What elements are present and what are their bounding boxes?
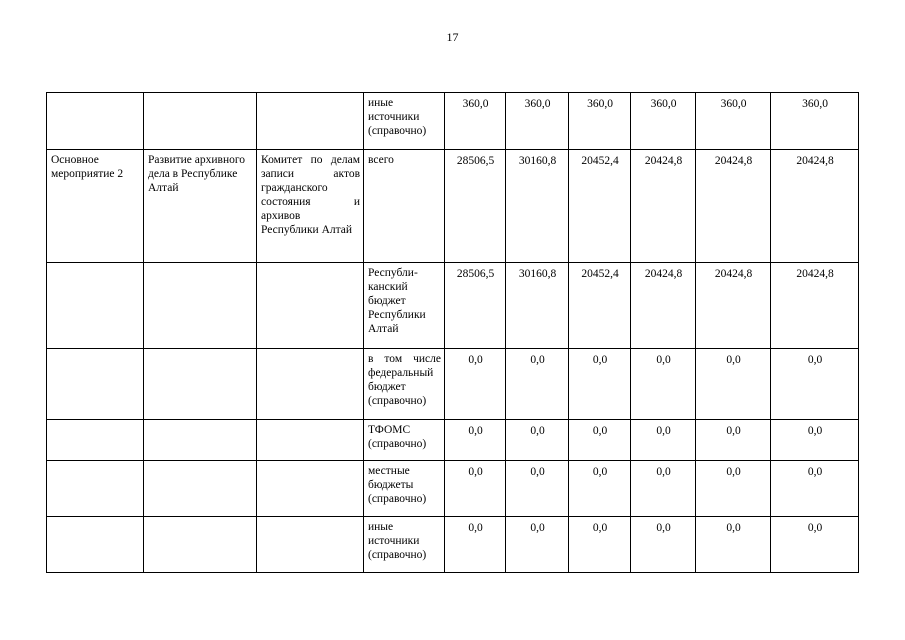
value-cell: 0,0	[569, 420, 631, 461]
event-name-cell	[144, 263, 257, 349]
value-cell: 360,0	[569, 93, 631, 150]
executor-cell	[257, 517, 364, 573]
value-cell: 0,0	[696, 517, 771, 573]
event-cell	[47, 517, 144, 573]
value-cell: 0,0	[771, 420, 859, 461]
event-cell	[47, 349, 144, 420]
value-cell: 20424,8	[771, 263, 859, 349]
value-cell: 28506,5	[445, 263, 506, 349]
value-cell: 30160,8	[506, 150, 569, 263]
page-number: 17	[446, 30, 459, 44]
value-cell: 0,0	[631, 461, 696, 517]
value-cell: 0,0	[506, 461, 569, 517]
value-cell: 360,0	[696, 93, 771, 150]
event-cell	[47, 263, 144, 349]
executor-cell: Комитет по делам записи актов гражданского состояния и архивов Республики Алтай	[257, 150, 364, 263]
funding-source-cell: Республи-канский бюджет Республики Алтай	[364, 263, 445, 349]
table-row	[47, 420, 859, 461]
value-cell: 20424,8	[631, 150, 696, 263]
value-cell: 0,0	[696, 349, 771, 420]
value-cell: 0,0	[631, 517, 696, 573]
value-cell: 20424,8	[696, 263, 771, 349]
event-name-cell	[144, 93, 257, 150]
event-name-cell: Развитие архивного дела в Республике Алтай	[144, 150, 257, 263]
value-cell: 20452,4	[569, 263, 631, 349]
table-row	[47, 349, 859, 420]
event-cell	[47, 461, 144, 517]
value-cell: 360,0	[506, 93, 569, 150]
value-cell: 360,0	[445, 93, 506, 150]
event-name-cell	[144, 420, 257, 461]
table-row	[47, 461, 859, 517]
value-cell: 0,0	[445, 517, 506, 573]
value-cell: 0,0	[696, 461, 771, 517]
value-cell: 0,0	[771, 349, 859, 420]
value-cell: 360,0	[771, 93, 859, 150]
value-cell: 20424,8	[771, 150, 859, 263]
table-row	[47, 93, 859, 150]
value-cell: 0,0	[631, 420, 696, 461]
value-cell: 0,0	[771, 461, 859, 517]
value-cell: 0,0	[506, 349, 569, 420]
value-cell: 0,0	[569, 517, 631, 573]
executor-cell	[257, 263, 364, 349]
table-row	[47, 150, 859, 263]
executor-cell	[257, 349, 364, 420]
event-cell	[47, 420, 144, 461]
value-cell: 0,0	[696, 420, 771, 461]
event-name-cell	[144, 517, 257, 573]
value-cell: 20424,8	[696, 150, 771, 263]
executor-cell	[257, 93, 364, 150]
event-name-cell	[144, 349, 257, 420]
table-row	[47, 517, 859, 573]
funding-source-cell: местные бюджеты (справочно)	[364, 461, 445, 517]
funding-source-cell: ТФОМС (справочно)	[364, 420, 445, 461]
value-cell: 0,0	[631, 349, 696, 420]
table-row	[47, 263, 859, 349]
value-cell: 0,0	[569, 461, 631, 517]
value-cell: 28506,5	[445, 150, 506, 263]
funding-table	[46, 92, 859, 573]
executor-cell	[257, 420, 364, 461]
value-cell: 0,0	[445, 349, 506, 420]
funding-source-cell: иные источники (справочно)	[364, 93, 445, 150]
event-cell: Основное мероприятие 2	[47, 150, 144, 263]
value-cell: 360,0	[631, 93, 696, 150]
value-cell: 20424,8	[631, 263, 696, 349]
value-cell: 0,0	[445, 461, 506, 517]
value-cell: 0,0	[506, 517, 569, 573]
value-cell: 20452,4	[569, 150, 631, 263]
funding-source-cell: всего	[364, 150, 445, 263]
value-cell: 0,0	[569, 349, 631, 420]
funding-source-cell: в том числе федеральный бюджет (справочно)	[364, 349, 445, 420]
funding-source-cell: иные источники (справочно)	[364, 517, 445, 573]
executor-cell	[257, 461, 364, 517]
value-cell: 0,0	[445, 420, 506, 461]
value-cell: 0,0	[771, 517, 859, 573]
value-cell: 30160,8	[506, 263, 569, 349]
event-cell	[47, 93, 144, 150]
value-cell: 0,0	[506, 420, 569, 461]
event-name-cell	[144, 461, 257, 517]
